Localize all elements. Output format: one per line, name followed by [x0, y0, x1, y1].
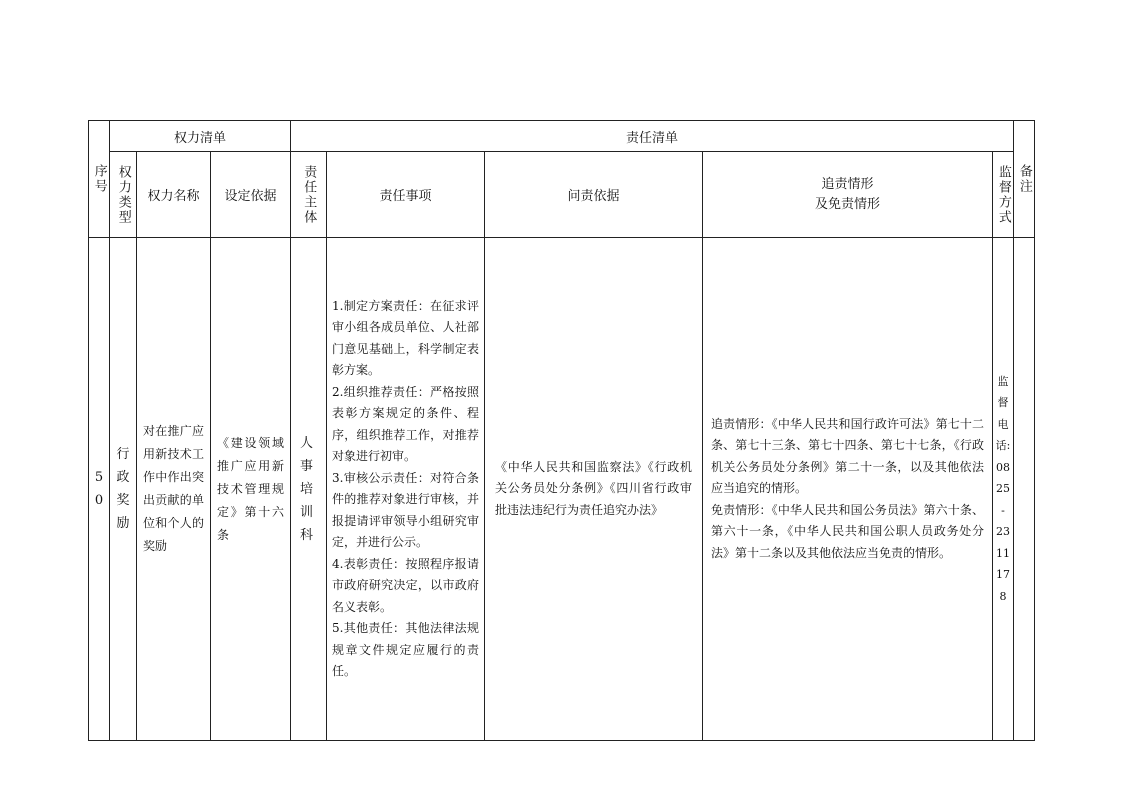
row-subject: 人事 培训 科: [291, 238, 327, 741]
row-power-type: 行 政 奖 励: [110, 238, 137, 741]
matter-5: 5.其他责任：其他法律法规规章文件规定应履行的责任。: [332, 621, 479, 678]
row-basis: 《建设领域推广应用新技术管理规定》第十六条: [211, 238, 291, 741]
row-power-name: 对在推广应用新技术工作中作出突出贡献的单位和个人的奖励: [137, 238, 211, 741]
header-accountability-basis: 问责依据: [485, 152, 703, 238]
responsibility-table: [88, 120, 1035, 741]
header-subject: 责任主体: [291, 152, 327, 238]
header-power-name: 权力名称: [137, 152, 211, 238]
header-basis: 设定依据: [211, 152, 291, 238]
header-responsibility-list: 责任清单: [291, 121, 1014, 152]
header-power-type: 权力类型: [110, 152, 137, 238]
header-power-list: 权力清单: [110, 121, 291, 152]
row-accountability-basis: 《中华人民共和国监察法》《行政机关公务员处分条例》《四川省行政审批违法违纪行为责任追究办法》: [485, 238, 703, 741]
header-pursuit: 追责情形 及免责情形: [703, 152, 993, 238]
row-pursuit: [703, 238, 993, 741]
table-row: [89, 238, 1035, 741]
matter-3: 3.审核公示责任：对符合条件的推荐对象进行审核，并报提请评审领导小组研究审定，并进行公示。: [332, 470, 479, 549]
header-seq: 序号: [89, 121, 110, 238]
header-supervision: 监督方式: [993, 152, 1014, 238]
matter-1: 1.制定方案责任：在征求评审小组各成员单位、人社部门意见基础上，科学制定表彰方案。: [332, 298, 479, 377]
header-remark: 备注: [1014, 121, 1035, 238]
matter-2: 2.组织推荐责任：严格按照表彰方案规定的条件、程序，组织推荐工作，对推荐对象进行初审。: [332, 384, 479, 463]
row-remark: [1014, 238, 1035, 741]
exemption-text: 免责情形：《中华人民共和国公务员法》第六十条、第六十一条，《中华人民共和国公职人员政务处分法》第十二条以及其他依法应当免责的情形。: [711, 502, 984, 560]
row-supervision: 监 督 电 话: 08 25 - 23 11 17 8: [993, 238, 1014, 741]
pursuit-text: 追责情形：《中华人民共和国行政许可法》第七十二条、第七十三条、第七十四条、第七十七条，《行政机关公务员处分条例》第二十一条，以及其他依法应当追究的情形。: [711, 416, 984, 496]
row-matters: [327, 238, 485, 741]
row-seq: 5 0: [89, 238, 110, 741]
matter-4: 4.表彰责任：按照程序报请市政府研究决定，以市政府名义表彰。: [332, 556, 479, 614]
header-matters: 责任事项: [327, 152, 485, 238]
